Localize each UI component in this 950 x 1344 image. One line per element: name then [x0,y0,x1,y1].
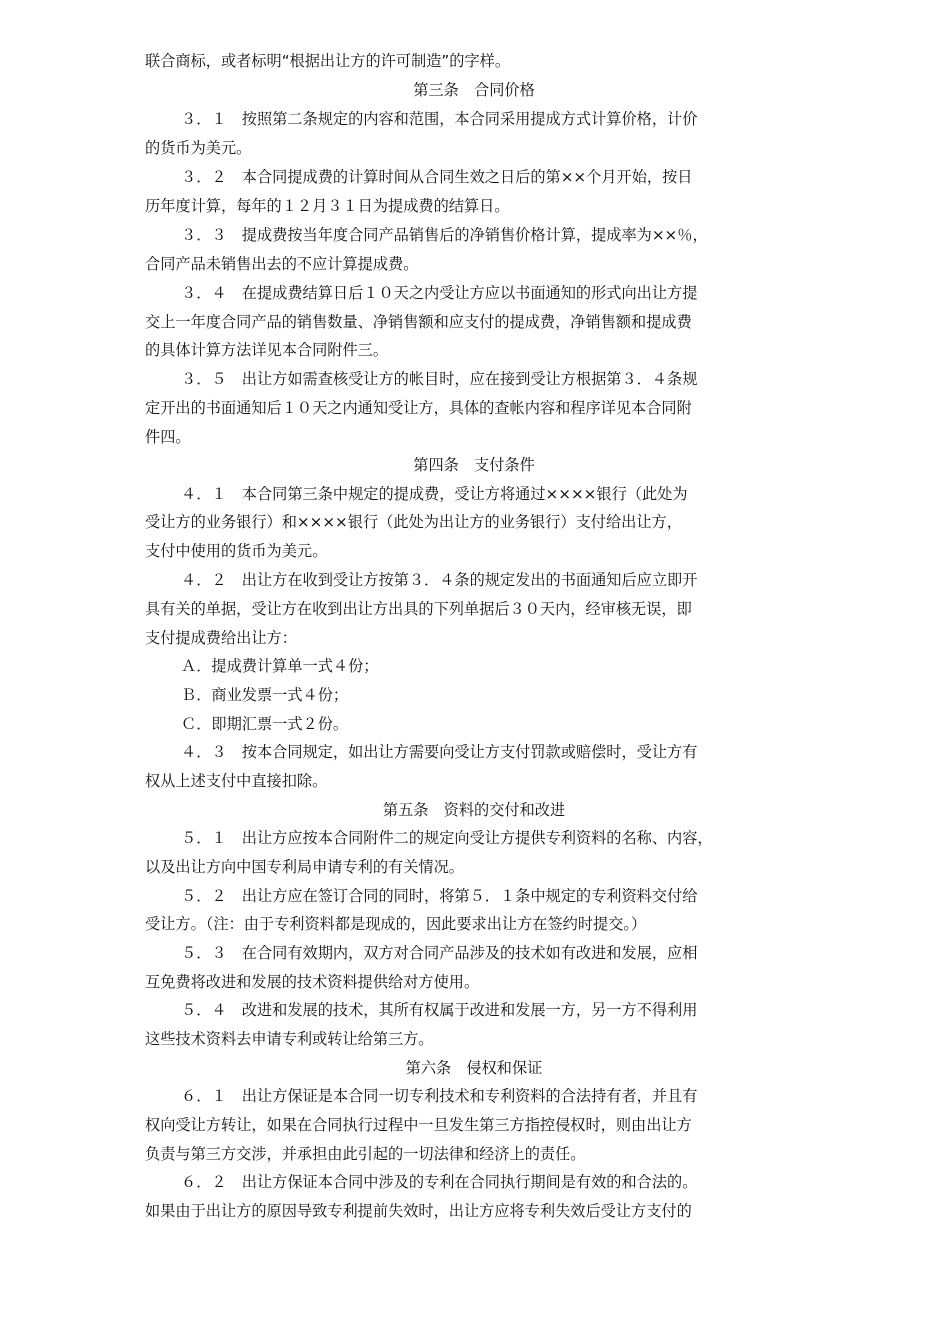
text-line: ５．３ 在合同有效期内，双方对合同产品涉及的技术如有改进和发展，应相 [181,944,698,962]
text-line: 联合商标，或者标明“根据出让方的许可制造”的字样。 [145,52,511,70]
text-line: 受让方。（注：由于专利资料都是现成的，因此要求出让方在签约时提交。） [145,915,647,933]
section-heading-article-4: 第四条 支付条件 [413,456,535,474]
text-line: ６．１ 出让方保证是本合同一切专利技术和专利资料的合法持有者，并且有 [181,1087,698,1105]
text-line: 定开出的书面通知后１０天之内通知受让方，具体的查帐内容和程序详见本合同附 [145,399,692,417]
text-line: 件四。 [145,428,191,446]
list-item: Ｃ．即期汇票一式２份。 [181,715,349,733]
text-line: 权向受让方转让，如果在合同执行过程中一旦发生第三方指控侵权时，则由出让方 [145,1116,692,1134]
text-line: 历年度计算，每年的１２月３１日为提成费的结算日。 [145,197,510,215]
text-line: 的货币为美元。 [145,139,252,157]
text-line: ３．２ 本合同提成费的计算时间从合同生效之日后的第××个月开始，按日 [181,168,693,186]
text-line: 具有关的单据，受让方在收到出让方出具的下列单据后３０天内，经审核无误，即 [145,600,692,618]
text-line: 支付中使用的货币为美元。 [145,542,328,560]
text-line: 以及出让方向中国专利局申请专利的有关情况。 [145,858,464,876]
text-line: 合同产品未销售出去的不应计算提成费。 [145,255,419,273]
text-line: ５．４ 改进和发展的技术，其所有权属于改进和发展一方，另一方不得利用 [181,1001,698,1019]
list-item: Ｂ．商业发票一式４份； [181,686,349,704]
text-line: 支付提成费给出让方： [145,629,297,647]
text-line: 权从上述支付中直接扣除。 [145,772,328,790]
text-line: 受让方的业务银行）和××××银行（此处为出让方的业务银行）支付给出让方， [145,513,682,531]
section-heading-article-5: 第五条 资料的交付和改进 [382,801,566,819]
text-line: 如果由于出让方的原因导致专利提前失效时，出让方应将专利失效后受让方支付的 [145,1202,692,1220]
text-line: ４．３ 按本合同规定，如出让方需要向受让方支付罚款或赔偿时，受让方有 [181,743,698,761]
text-line: 互免费将改进和发展的技术资料提供给对方使用。 [145,973,480,991]
section-heading-article-6: 第六条 侵权和保证 [405,1059,543,1077]
text-line: 这些技术资料去申请专利或转让给第三方。 [145,1030,434,1048]
text-line: ３．５ 出让方如需查核受让方的帐目时，应在接到受让方根据第３．４条规 [181,370,698,388]
text-line: 交上一年度合同产品的销售数量、净销售额和应支付的提成费，净销售额和提成费 [145,313,692,331]
text-line: ３．１ 按照第二条规定的内容和范围，本合同采用提成方式计算价格，计价 [181,110,698,128]
text-line: 负责与第三方交涉，并承担由此引起的一切法律和经济上的责任。 [145,1145,586,1163]
text-line: ４．１ 本合同第三条中规定的提成费，受让方将通过××××银行（此处为 [181,485,688,503]
list-item: Ａ．提成费计算单一式４份； [181,657,379,675]
text-line: 的具体计算方法详见本合同附件三。 [145,341,388,359]
text-line: ５．１ 出让方应按本合同附件二的规定向受让方提供专利资料的名称、内容， [181,829,713,847]
text-line: ６．２ 出让方保证本合同中涉及的专利在合同执行期间是有效的和合法的。 [181,1173,698,1191]
text-line: ５．２ 出让方应在签订合同的同时，将第５．１条中规定的专利资料交付给 [181,887,698,905]
section-heading-article-3: 第三条 合同价格 [413,81,535,99]
text-line: ３．４ 在提成费结算日后１０天之内受让方应以书面通知的形式向出让方提 [181,284,698,302]
text-line: ４．２ 出让方在收到受让方按第３．４条的规定发出的书面通知后应立即开 [181,571,698,589]
text-line: ３．３ 提成费按当年度合同产品销售后的净销售价格计算，提成率为××％， [181,226,708,244]
